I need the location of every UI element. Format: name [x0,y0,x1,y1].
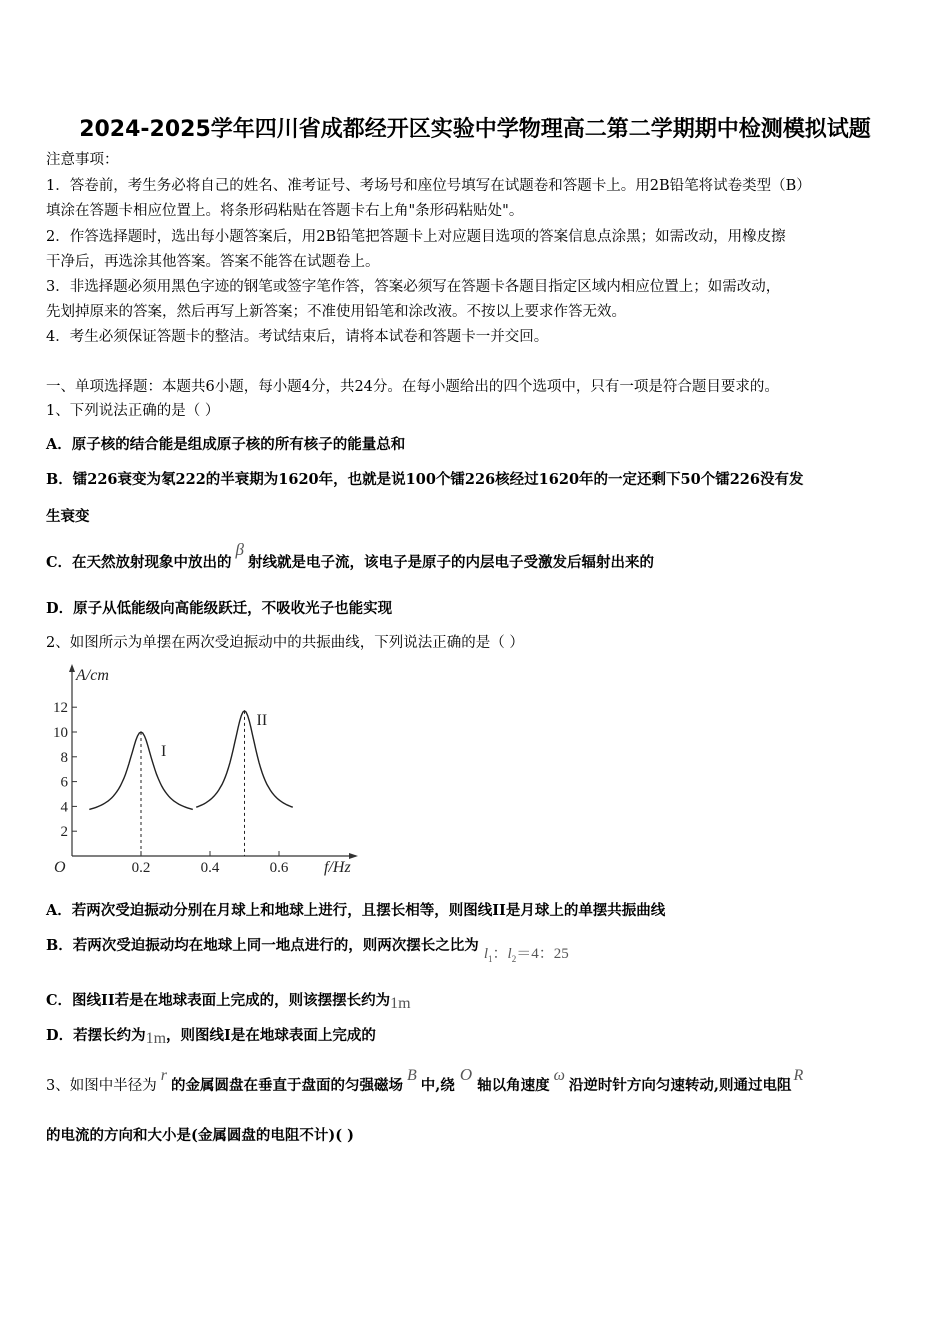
q1-option-c-pre: C．在天然放射现象中放出的 [46,554,232,571]
notice-line: 2．作答选择题时，选出每小题答案后，用2B铅笔把答题卡上对应题目选项的答案信息点涂黑；如需改动，用橡皮擦 [46,229,786,245]
q3-text: 3、如图中半径为 [46,1078,157,1094]
l1-subscript: 1 [488,954,493,964]
curve-label: II [256,711,268,729]
length-value: 1m [390,995,411,1012]
omega-symbol: ω [553,1067,565,1084]
q2-option-d-post: ，则图线I是在地球表面上完成的 [166,1027,376,1044]
l2-symbol: l [507,946,512,962]
length-value: 1m [145,1030,167,1047]
y-axis-arrow [69,664,75,672]
y-tick-label: 10 [53,725,68,741]
q2-option-b-pre: B．若两次受迫振动均在地球上同一地点进行的，则两次摆长之比为 [46,937,479,954]
x-axis-label: f/Hz [324,859,351,876]
y-tick-label: 6 [60,774,68,791]
q3-text: 的金属圆盘在垂直于盘面的匀强磁场 [170,1077,403,1094]
question-2-stem: 2、如图所示为单摆在两次受迫振动中的共振曲线，下列说法正确的是（ ） [46,635,524,651]
origin-label: O [54,859,66,876]
question-1-stem: 1、下列说法正确的是（ ） [46,403,220,419]
curve-label: I [161,743,167,760]
q1-option-b-cont: 生衰变 [46,508,90,525]
section-heading: 一、单项选择题：本题共6小题，每小题4分，共24分。在每小题给出的四个选项中，只有一项是符合题目要求的。 [46,379,779,395]
q3-text: 中,绕 [420,1077,455,1094]
ratio-expression [484,946,569,962]
x-tick-label: 0.6 [269,860,289,876]
q1-option-d: D．原子从低能级向高能级跃迁，不吸收光子也能实现 [46,600,393,617]
y-tick-label: 8 [60,749,68,766]
page-title: 2024-2025学年四川省成都经开区实验中学物理高二第二学期期中检测模拟试题 [79,117,871,142]
notice-line: 填涂在答题卡相应位置上。将条形码粘贴在答题卡右上角"条形码粘贴处"。 [46,203,524,219]
beta-symbol: β [235,540,245,559]
q3-text: 沿逆时针方向匀速转动,则通过电阻 [568,1077,792,1094]
radius-symbol: r [160,1067,167,1084]
q2-option-c-pre: C．图线II若是在地球表面上完成的，则该摆摆长约为 [46,992,391,1009]
q1-option-c-post: 射线就是电子流，该电子是原子的内层电子受激发后辐射出来的 [248,554,655,571]
resonance-chart [44,660,374,880]
y-tick-label: 4 [60,799,68,816]
notice-line: 先划掉原来的答案，然后再写上新答案；不准使用铅笔和涂改液。不按以上要求作答无效。 [46,304,626,320]
q3-text: 轴以角速度 [477,1077,550,1094]
l2-subscript: 2 [511,954,517,964]
chart-plot-area [53,664,358,876]
q1-option-b: B．镭226衰变为氡222的半衰期为1620年，也就是说100个镭226核经过1620年的一定还剩下50个镭226没有发 [46,471,804,488]
l1-symbol: l [483,946,488,962]
notice-line: 4．考生必须保证答题卡的整洁。考试结束后，请将本试卷和答题卡一并交回。 [46,329,549,345]
q2-option-d-pre: D．若摆长约为 [46,1027,146,1044]
resistor-symbol: R [793,1067,804,1084]
q2-option-a: A．若两次受迫振动分别在月球上和地球上进行，且摆长相等，则图线II是月球上的单摆共振曲线 [46,902,666,919]
q2-option-b [46,936,569,964]
q2-option-c [46,991,411,1011]
q2-option-d [46,1026,376,1046]
y-axis-label: A/cm [76,667,109,684]
q1-option-c [46,540,655,573]
notice-heading: 注意事项： [46,152,119,168]
y-tick-label: 2 [60,824,68,841]
q1-option-a: A．原子核的结合能是组成原子核的所有核子的能量总和 [46,436,406,453]
notice-line: 1．答卷前，考生务必将自己的姓名、准考证号、考场号和座位号填写在试题卷和答题卡上。用2B铅笔将试卷类型（B） [46,178,811,194]
axis-symbol: O [459,1065,473,1084]
y-tick-label: 12 [53,700,68,717]
notice-line: 3．非选择题必须用黑色字迹的钢笔或签字笔作答，答案必须写在答题卡各题目指定区域内相应位置上；如需改动， [46,279,781,295]
question-3-stem-cont: 的电流的方向和大小是(金属圆盘的电阻不计)( ) [46,1127,354,1144]
question-3-stem [46,1065,805,1096]
notice-line: 干净后，再选涂其他答案。答案不能答在试题卷上。 [46,254,380,270]
x-tick-label: 0.2 [131,860,151,876]
x-tick-label: 0.4 [200,860,220,876]
ratio-value: ＝4：25 [516,946,569,962]
field-symbol: B [406,1067,417,1084]
ratio-colon: ： [492,946,508,962]
